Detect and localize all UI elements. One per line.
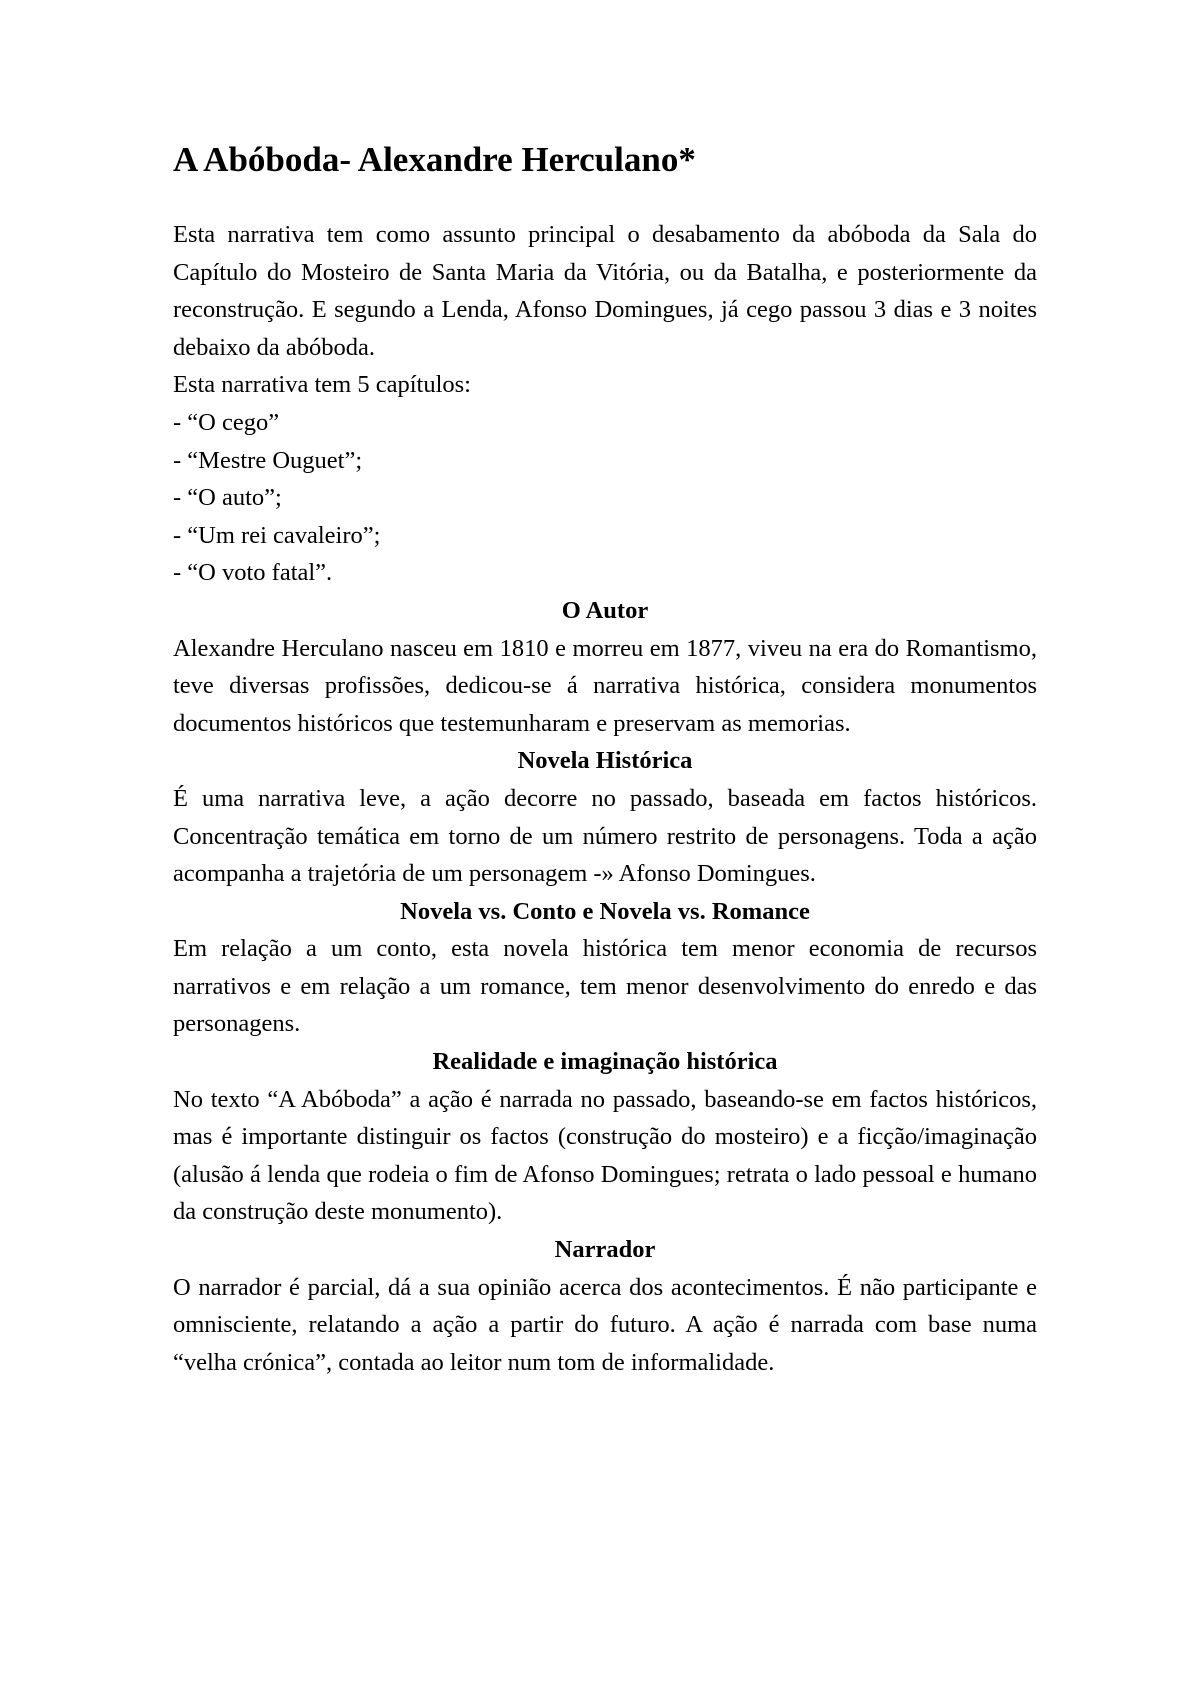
section-heading: Novela vs. Conto e Novela vs. Romance (400, 897, 810, 925)
section-body: No texto “A Abóboda” a ação é narrada no passado, baseando-se em factos históricos, mas é importante distinguir os factos (construção do mosteiro) e a ficção/imaginação (alusão á lenda que rodeia o fim de Afonso Domingues; retrata o lado pessoal e humano da construção deste monumento). (173, 1085, 1037, 1226)
section-autor (173, 592, 1037, 742)
section-heading: O Autor (561, 596, 649, 624)
chapter-item: - “Mestre Ouguet”; (173, 446, 363, 474)
section-body: É uma narrativa leve, a ação decorre no passado, baseada em factos históricos. Concentração temática em torno de um número restrito de personagens. Toda a ação acompanha a trajetória de um personagem -» Afonso Domingues. (173, 784, 1037, 888)
chapter-item: - “Um rei cavaleiro”; (173, 521, 381, 549)
section-heading: Narrador (554, 1236, 656, 1264)
section-novela-vs (173, 893, 1037, 1043)
chapter-item: - “O voto fatal”. (173, 559, 333, 587)
chapter-item: - “O auto”; (173, 484, 282, 512)
section-novela-historica (173, 742, 1037, 892)
chapter-item: - “O cego” (173, 408, 280, 436)
section-narrador (173, 1231, 1037, 1381)
chapters-intro: Esta narrativa tem 5 capítulos: (173, 371, 471, 399)
document-title: A Abóboda- Alexandre Herculano* (173, 140, 696, 179)
section-heading: Realidade e imaginação histórica (432, 1048, 778, 1076)
intro-paragraph: Esta narrativa tem como assunto principal o desabamento da abóboda da Sala do Capítulo do Mosteiro de Santa Maria da Vitória, ou da Batalha, e posteriormente da reconstrução. E segundo a Lenda, Afonso Domingues, já cego passou 3 dias e 3 noites debaixo da abóboda. (173, 221, 1037, 361)
section-realidade (173, 1043, 1037, 1231)
section-heading: Novela Histórica (517, 747, 693, 775)
section-body: O narrador é parcial, dá a sua opinião acerca dos acontecimentos. É não participante e omnisciente, relatando a ação a partir do futuro. A ação é narrada com base numa “velha crónica”, contada ao leitor num tom de informalidade. (173, 1273, 1037, 1376)
chapter-list (173, 404, 1037, 592)
section-body: Em relação a um conto, esta novela histórica tem menor economia de recursos narrativos e em relação a um romance, tem menor desenvolvimento do enredo e das personagens. (173, 935, 1037, 1038)
document-page (173, 138, 1037, 1381)
section-body: Alexandre Herculano nasceu em 1810 e morreu em 1877, viveu na era do Romantismo, teve diversas profissões, dedicou-se á narrativa histórica, considera monumentos documentos históricos que testemunharam e preservam as memorias. (173, 634, 1037, 737)
